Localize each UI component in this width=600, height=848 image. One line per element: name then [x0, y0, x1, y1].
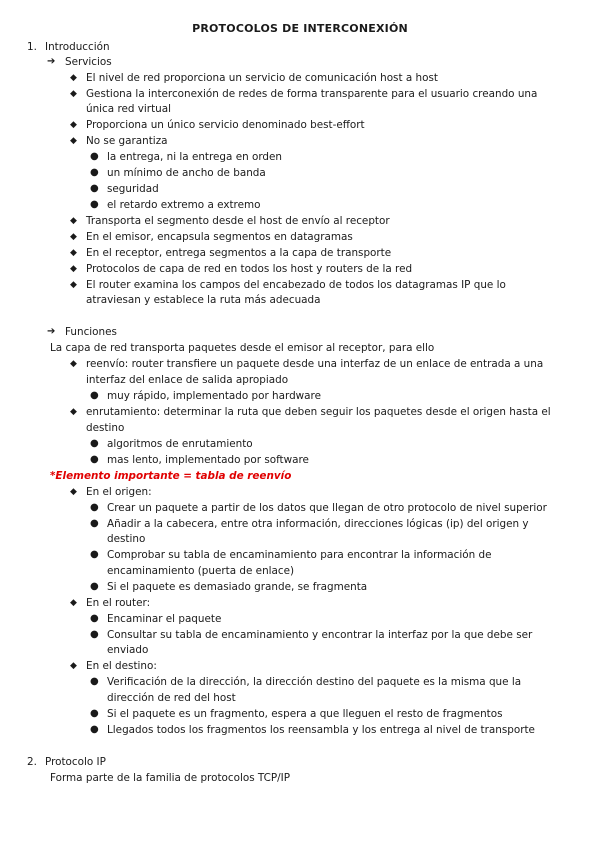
- list-item: Protocolos de capa de red en todos los host y routers de la red: [86, 263, 413, 275]
- arrow-right-icon: ➔: [47, 56, 56, 67]
- list-item: Transporta el segmento desde el host de envío al receptor: [86, 215, 390, 227]
- dot-bullet-icon: ●: [90, 438, 99, 449]
- list-item: En el router:: [86, 597, 151, 609]
- dot-bullet-icon: ●: [90, 502, 99, 513]
- document-title: PROTOCOLOS DE INTERCONEXIÓN: [192, 22, 408, 35]
- list-subitem-continuation: dirección de red del host: [107, 692, 236, 704]
- list-subitem: la entrega, ni la entrega en orden: [107, 151, 283, 163]
- section-2-heading: Protocolo IP: [45, 756, 106, 768]
- list-subitem: un mínimo de ancho de banda: [107, 167, 266, 179]
- list-item: En el destino:: [86, 660, 157, 672]
- list-item: enrutamiento: determinar la ruta que deben seguir los paquetes desde el origen hasta el: [86, 406, 551, 418]
- list-item-continuation: atraviesan y establece la ruta más adecuada: [86, 294, 321, 306]
- diamond-bullet-icon: ◆: [70, 661, 77, 671]
- servicios-heading: Servicios: [65, 56, 112, 68]
- list-item: En el emisor, encapsula segmentos en datagramas: [86, 231, 353, 243]
- diamond-bullet-icon: ◆: [70, 264, 77, 274]
- important-note: *Elemento importante = tabla de reenvío: [50, 470, 292, 482]
- list-item: El router examina los campos del encabezado de todos los datagramas IP que lo: [86, 279, 506, 291]
- list-subitem: Si el paquete es un fragmento, espera a que lleguen el resto de fragmentos: [107, 708, 503, 720]
- dot-bullet-icon: ●: [90, 676, 99, 687]
- list-item: El nivel de red proporciona un servicio de comunicación host a host: [86, 72, 438, 84]
- list-item: Proporciona un único servicio denominado best-effort: [86, 119, 365, 131]
- dot-bullet-icon: ●: [90, 629, 99, 640]
- diamond-bullet-icon: ◆: [70, 248, 77, 258]
- dot-bullet-icon: ●: [90, 183, 99, 194]
- list-subitem: Crear un paquete a partir de los datos que llegan de otro protocolo de nivel superior: [107, 502, 547, 514]
- section-1-heading: Introducción: [45, 41, 110, 53]
- section-1-number: 1.: [27, 41, 37, 53]
- diamond-bullet-icon: ◆: [70, 73, 77, 83]
- dot-bullet-icon: ●: [90, 581, 99, 592]
- list-item: En el receptor, entrega segmentos a la capa de transporte: [86, 247, 392, 259]
- list-subitem: Añadir a la cabecera, entre otra información, direcciones lógicas (ip) del origen y: [107, 518, 529, 530]
- funciones-heading: Funciones: [65, 326, 117, 338]
- list-subitem-continuation: encaminamiento (puerta de enlace): [107, 565, 295, 577]
- list-subitem: Encaminar el paquete: [107, 613, 222, 625]
- diamond-bullet-icon: ◆: [70, 136, 77, 146]
- arrow-right-icon: ➔: [47, 326, 56, 337]
- dot-bullet-icon: ●: [90, 390, 99, 401]
- list-subitem-continuation: destino: [107, 533, 146, 545]
- list-subitem: mas lento, implementado por software: [107, 454, 309, 466]
- list-item: No se garantiza: [86, 135, 168, 147]
- list-subitem: Comprobar su tabla de encaminamiento para encontrar la información de: [107, 549, 492, 561]
- list-subitem: algoritmos de enrutamiento: [107, 438, 253, 450]
- dot-bullet-icon: ●: [90, 518, 99, 529]
- dot-bullet-icon: ●: [90, 613, 99, 624]
- diamond-bullet-icon: ◆: [70, 120, 77, 130]
- list-subitem: Si el paquete es demasiado grande, se fragmenta: [107, 581, 368, 593]
- diamond-bullet-icon: ◆: [70, 280, 77, 290]
- list-subitem: Consultar su tabla de encaminamiento y encontrar la interfaz por la que debe ser: [107, 629, 533, 641]
- dot-bullet-icon: ●: [90, 151, 99, 162]
- list-item: reenvío: router transfiere un paquete desde una interfaz de un enlace de entrada a una: [86, 358, 544, 370]
- section-2-number: 2.: [27, 756, 37, 768]
- dot-bullet-icon: ●: [90, 549, 99, 560]
- diamond-bullet-icon: ◆: [70, 216, 77, 226]
- dot-bullet-icon: ●: [90, 708, 99, 719]
- dot-bullet-icon: ●: [90, 199, 99, 210]
- list-subitem: Llegados todos los fragmentos los reensambla y los entrega al nivel de transporte: [107, 724, 535, 736]
- diamond-bullet-icon: ◆: [70, 359, 77, 369]
- list-item-continuation: única red virtual: [86, 103, 171, 115]
- paragraph: La capa de red transporta paquetes desde el emisor al receptor, para ello: [50, 342, 435, 354]
- list-item: Gestiona la interconexión de redes de forma transparente para el usuario creando una: [86, 88, 538, 100]
- list-subitem: el retardo extremo a extremo: [107, 199, 261, 211]
- list-subitem: seguridad: [107, 183, 159, 195]
- list-subitem-continuation: enviado: [107, 644, 149, 656]
- diamond-bullet-icon: ◆: [70, 487, 77, 497]
- list-item-continuation: destino: [86, 422, 125, 434]
- diamond-bullet-icon: ◆: [70, 232, 77, 242]
- diamond-bullet-icon: ◆: [70, 598, 77, 608]
- list-item: En el origen:: [86, 486, 152, 498]
- diamond-bullet-icon: ◆: [70, 89, 77, 99]
- list-item-continuation: interfaz del enlace de salida apropiado: [86, 374, 289, 386]
- dot-bullet-icon: ●: [90, 724, 99, 735]
- list-subitem: Verificación de la dirección, la dirección destino del paquete es la misma que la: [107, 676, 522, 688]
- dot-bullet-icon: ●: [90, 454, 99, 465]
- list-subitem: muy rápido, implementado por hardware: [107, 390, 321, 402]
- paragraph: Forma parte de la familia de protocolos TCP/IP: [50, 772, 291, 784]
- dot-bullet-icon: ●: [90, 167, 99, 178]
- diamond-bullet-icon: ◆: [70, 407, 77, 417]
